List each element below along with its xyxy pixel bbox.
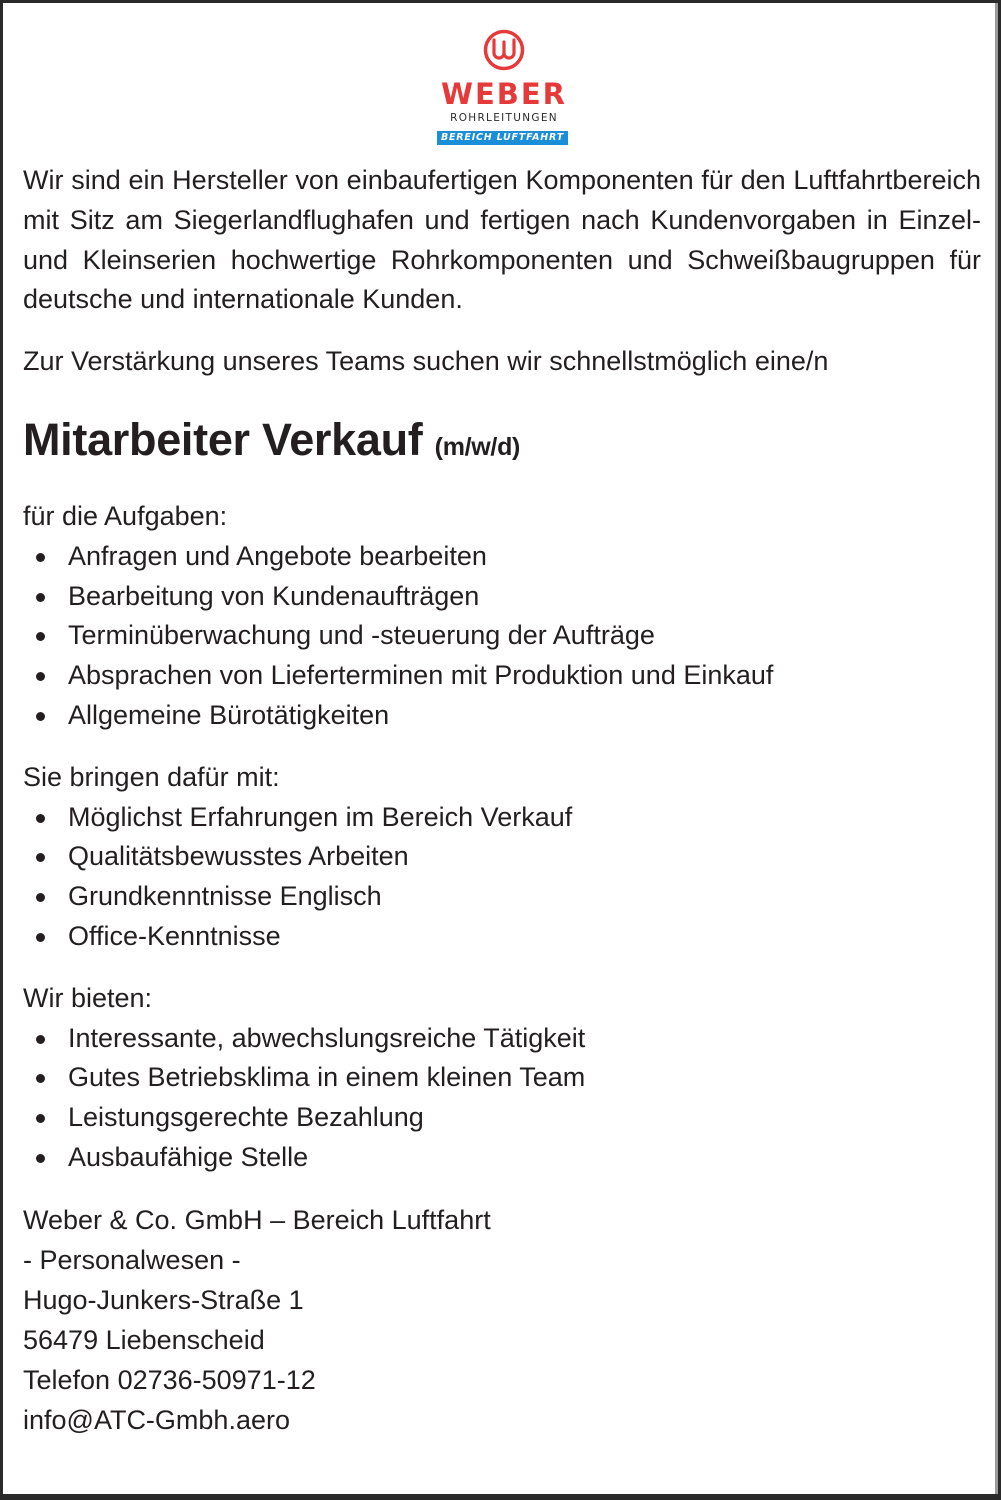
- contact-block: [23, 1200, 981, 1440]
- list-item: [23, 537, 981, 577]
- list-item: [23, 798, 981, 838]
- list-item: [23, 616, 981, 656]
- list-item: [23, 837, 981, 877]
- bullet-icon: [36, 853, 45, 862]
- list-item-text: Office-Kenntnisse: [68, 920, 281, 951]
- contact-street: Hugo-Junkers-Straße 1: [23, 1284, 304, 1315]
- list-item-text: Ausbaufähige Stelle: [68, 1141, 309, 1172]
- section-title: Sie bringen dafür mit:: [23, 761, 280, 792]
- list-item: [23, 917, 981, 957]
- list-item-text: Allgemeine Bürotätigkeiten: [68, 699, 390, 730]
- requirements-list: [23, 798, 981, 957]
- contact-department: - Personalwesen -: [23, 1244, 241, 1275]
- list-item-text: Anfragen und Angebote bearbeiten: [68, 540, 487, 571]
- list-item: [23, 696, 981, 736]
- logo-subtitle: ROHRLEITUNGEN: [450, 112, 558, 124]
- list-item: [23, 1138, 981, 1178]
- bullet-icon: [36, 1114, 45, 1123]
- bullet-icon: [36, 933, 45, 942]
- contact-city: 56479 Liebenscheid: [23, 1324, 265, 1355]
- bullet-icon: [36, 1035, 45, 1044]
- job-title: [23, 412, 981, 475]
- section-title: Wir bieten:: [23, 982, 153, 1013]
- contact-email[interactable]: info@ATC-Gmbh.aero: [23, 1404, 290, 1435]
- list-item-text: Interessante, abwechslungsreiche Tätigkeit: [68, 1022, 586, 1053]
- list-item-text: Qualitätsbewusstes Arbeiten: [68, 841, 409, 872]
- list-item-text: Möglichst Erfahrungen im Bereich Verkauf: [68, 801, 573, 832]
- list-item: [23, 656, 981, 696]
- list-item: [23, 1098, 981, 1138]
- lead-sentence: Zur Verstärkung unseres Teams suchen wir schnellstmöglich eine/n: [23, 346, 829, 377]
- contact-company: Weber & Co. GmbH – Bereich Luftfahrt: [23, 1204, 491, 1235]
- bullet-icon: [36, 553, 45, 562]
- list-item-text: Terminüberwachung und -steuerung der Aufträge: [68, 620, 655, 651]
- contact-phone: Telefon 02736-50971-12: [23, 1364, 316, 1395]
- bullet-icon: [36, 814, 45, 823]
- list-item-text: Grundkenntnisse Englisch: [68, 881, 382, 912]
- bullet-icon: [36, 632, 45, 641]
- list-item: [23, 577, 981, 617]
- list-item-text: Leistungsgerechte Bezahlung: [68, 1102, 424, 1133]
- list-item-text: Bearbeitung von Kundenaufträgen: [68, 580, 480, 611]
- weber-w-circle-icon: [483, 29, 525, 71]
- list-item: [23, 1019, 981, 1059]
- bullet-icon: [36, 712, 45, 721]
- intro-paragraph: Wir sind ein Hersteller von einbaufertigen Komponenten für den Luftfahrtbereich mit Sitz am Siegerlandflughafen und fertigen nach Kundenvorgaben in Einzel- und Kleinserien hochwertige Rohrkomponenten und Schweißbaugruppen für deutsche und internationale Kunden.: [23, 165, 981, 315]
- list-item: [23, 1058, 981, 1098]
- bullet-icon: [36, 893, 45, 902]
- section-tasks: [23, 497, 981, 736]
- bullet-icon: [36, 1074, 45, 1083]
- bullet-icon: [36, 672, 45, 681]
- job-title-gender-suffix: (m/w/d): [434, 432, 521, 461]
- job-advertisement: [3, 3, 998, 1494]
- ad-content: [23, 161, 981, 1440]
- company-logo: [433, 23, 575, 151]
- bullet-icon: [36, 1154, 45, 1163]
- logo-division-badge: BEREICH LUFTFAHRT: [437, 131, 568, 145]
- benefits-list: [23, 1019, 981, 1178]
- job-title-main: Mitarbeiter Verkauf: [23, 413, 423, 465]
- bullet-icon: [36, 593, 45, 602]
- task-list: [23, 537, 981, 736]
- section-requirements: [23, 758, 981, 957]
- section-title: für die Aufgaben:: [23, 500, 228, 531]
- list-item: [23, 877, 981, 917]
- list-item-text: Absprachen von Lieferterminen mit Produktion und Einkauf: [68, 660, 774, 691]
- list-item-text: Gutes Betriebsklima in einem kleinen Team: [68, 1062, 586, 1093]
- logo-brand-name: WEBER: [440, 77, 568, 111]
- section-benefits: [23, 979, 981, 1178]
